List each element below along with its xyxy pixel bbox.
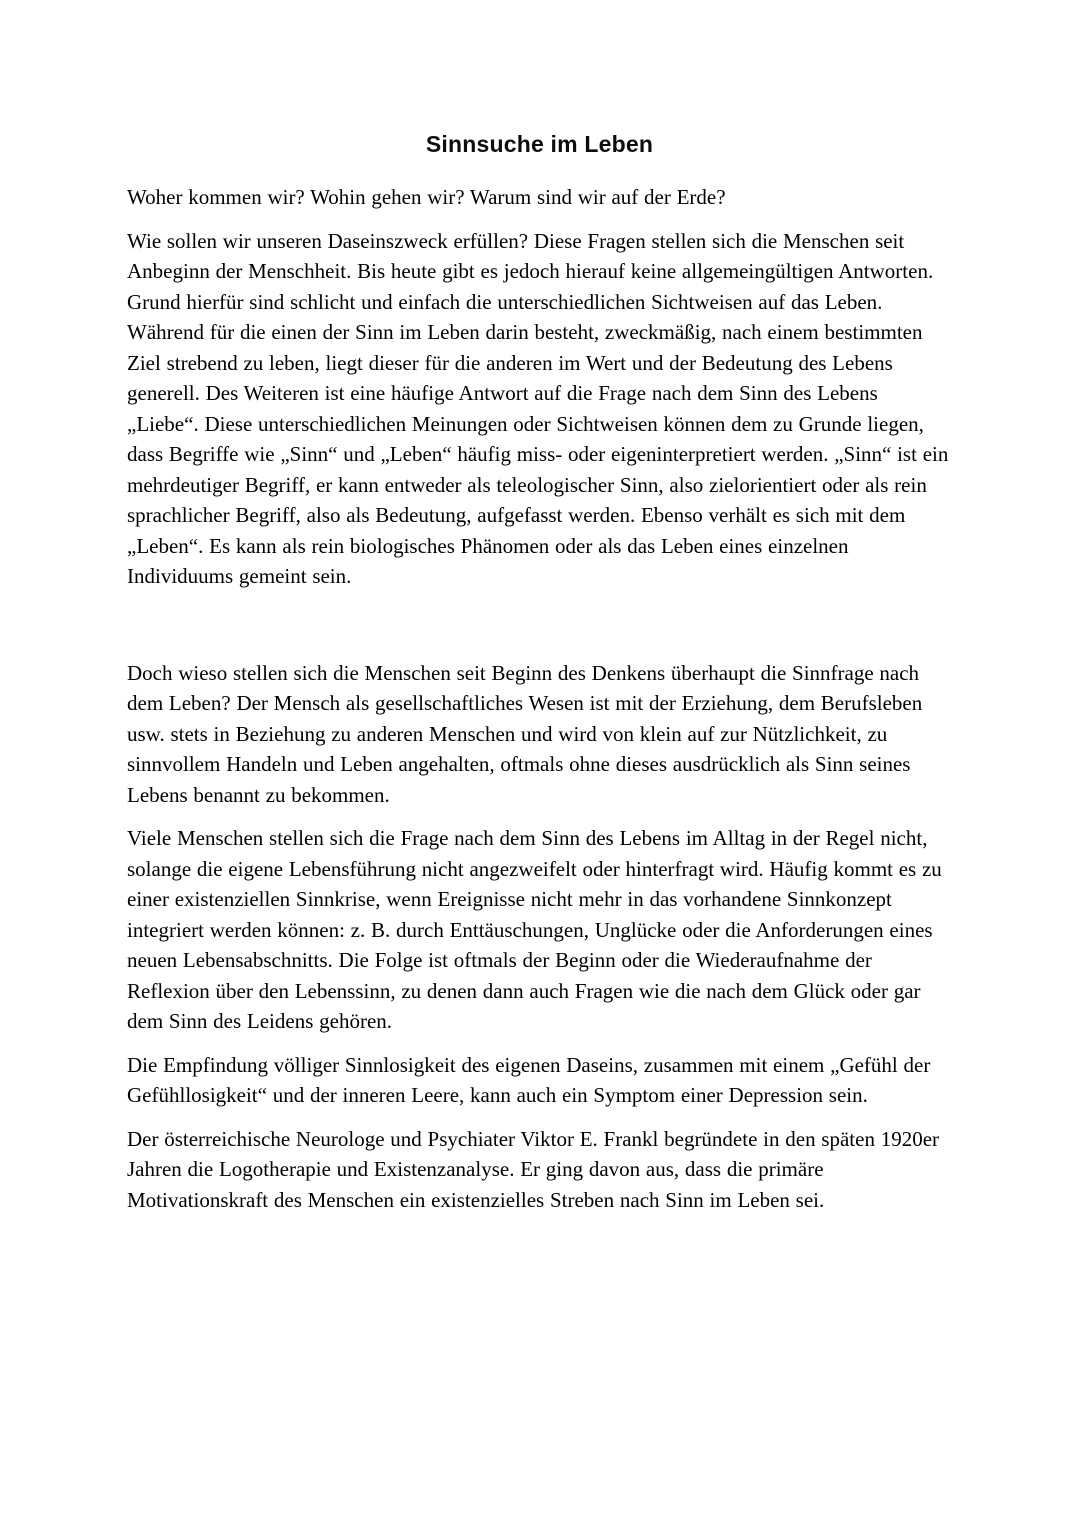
- paragraph-why-question-arises: Doch wieso stellen sich die Menschen seit Beginn des Denkens überhaupt die Sinnfrage nach dem Leben? Der Mensch als gesellschaftliches Wesen ist mit der Erziehung, dem Berufsleben usw. stets in Beziehung zu anderen Menschen und wird von klein auf zur Nützlichkeit, zu sinnvollem Handeln und Leben angehalten, oftmals ohne dieses ausdrücklich als Sinn seines Lebens benannt zu bekommen.: [127, 660, 923, 807]
- paragraph-depression-symptom: Die Empfindung völliger Sinnlosigkeit des eigenen Daseins, zusammen mit einem „Gefühl der Gefühllosigkeit“ und der inneren Leere, kann auch ein Symptom einer Depression sein.: [127, 1052, 931, 1107]
- paragraph-meaning-definitions: Wie sollen wir unseren Daseinszweck erfüllen? Diese Fragen stellen sich die Menschen seit Anbeginn der Menschheit. Bis heute gibt es jedoch hierauf keine allgemeingültigen Antworten. Grund hierfür sind schlicht und einfach die unterschiedlichen Sichtweisen auf das Leben. Während für die einen der Sinn im Leben darin besteht, zweckmäßig, nach einem bestimmten Ziel strebend zu leben, liegt dieser für die anderen im Wert und der Bedeutung des Lebens generell. Des Weiteren ist eine häufige Antwort auf die Frage nach dem Sinn des Lebens „Liebe“. Diese unterschiedlichen Meinungen oder Sichtweisen können dem zu Grunde liegen, dass Begriffe wie „Sinn“ und „Leben“ häufig miss- oder eigeninterpretiert werden. „Sinn“ ist ein mehrdeutiger Begriff, er kann entweder als teleologischer Sinn, also zielorientiert oder als rein sprachlicher Begriff, also als Bedeutung, aufgefasst werden. Ebenso verhält es sich mit dem „Leben“. Es kann als rein biologisches Phänomen oder als das Leben eines einzelnen Individuums gemeint sein.: [127, 228, 949, 588]
- paragraph-frankl-logotherapy: Der österreichische Neurologe und Psychiater Viktor E. Frankl begründete in den späten 1920er Jahren die Logotherapie und Existenzanalyse. Er ging davon aus, dass die primäre Motivationskraft des Menschen ein existenzielles Streben nach Sinn im Leben sei.: [127, 1126, 940, 1212]
- paragraph-opening-questions: Woher kommen wir? Wohin gehen wir? Warum sind wir auf der Erde?: [127, 185, 726, 209]
- paragraph-existential-crisis: Viele Menschen stellen sich die Frage nach dem Sinn des Lebens im Alltag in der Regel nicht, solange die eigene Lebensführung nicht angezweifelt oder hinterfragt wird. Häufig kommt es zu einer existenziellen Sinnkrise, wenn Ereignisse nicht mehr in das vorhandene Sinnkonzept integriert werden können: z. B. durch Enttäuschungen, Unglücke oder die Anforderungen eines neuen Lebensabschnitts. Die Folge ist oftmals der Beginn oder die Wiederaufnahme der Reflexion über den Lebenssinn, zu denen dann auch Fragen wie die nach dem Glück oder gar dem Sinn des Leidens gehören.: [127, 826, 942, 1033]
- document-title: Sinnsuche im Leben: [425, 131, 654, 157]
